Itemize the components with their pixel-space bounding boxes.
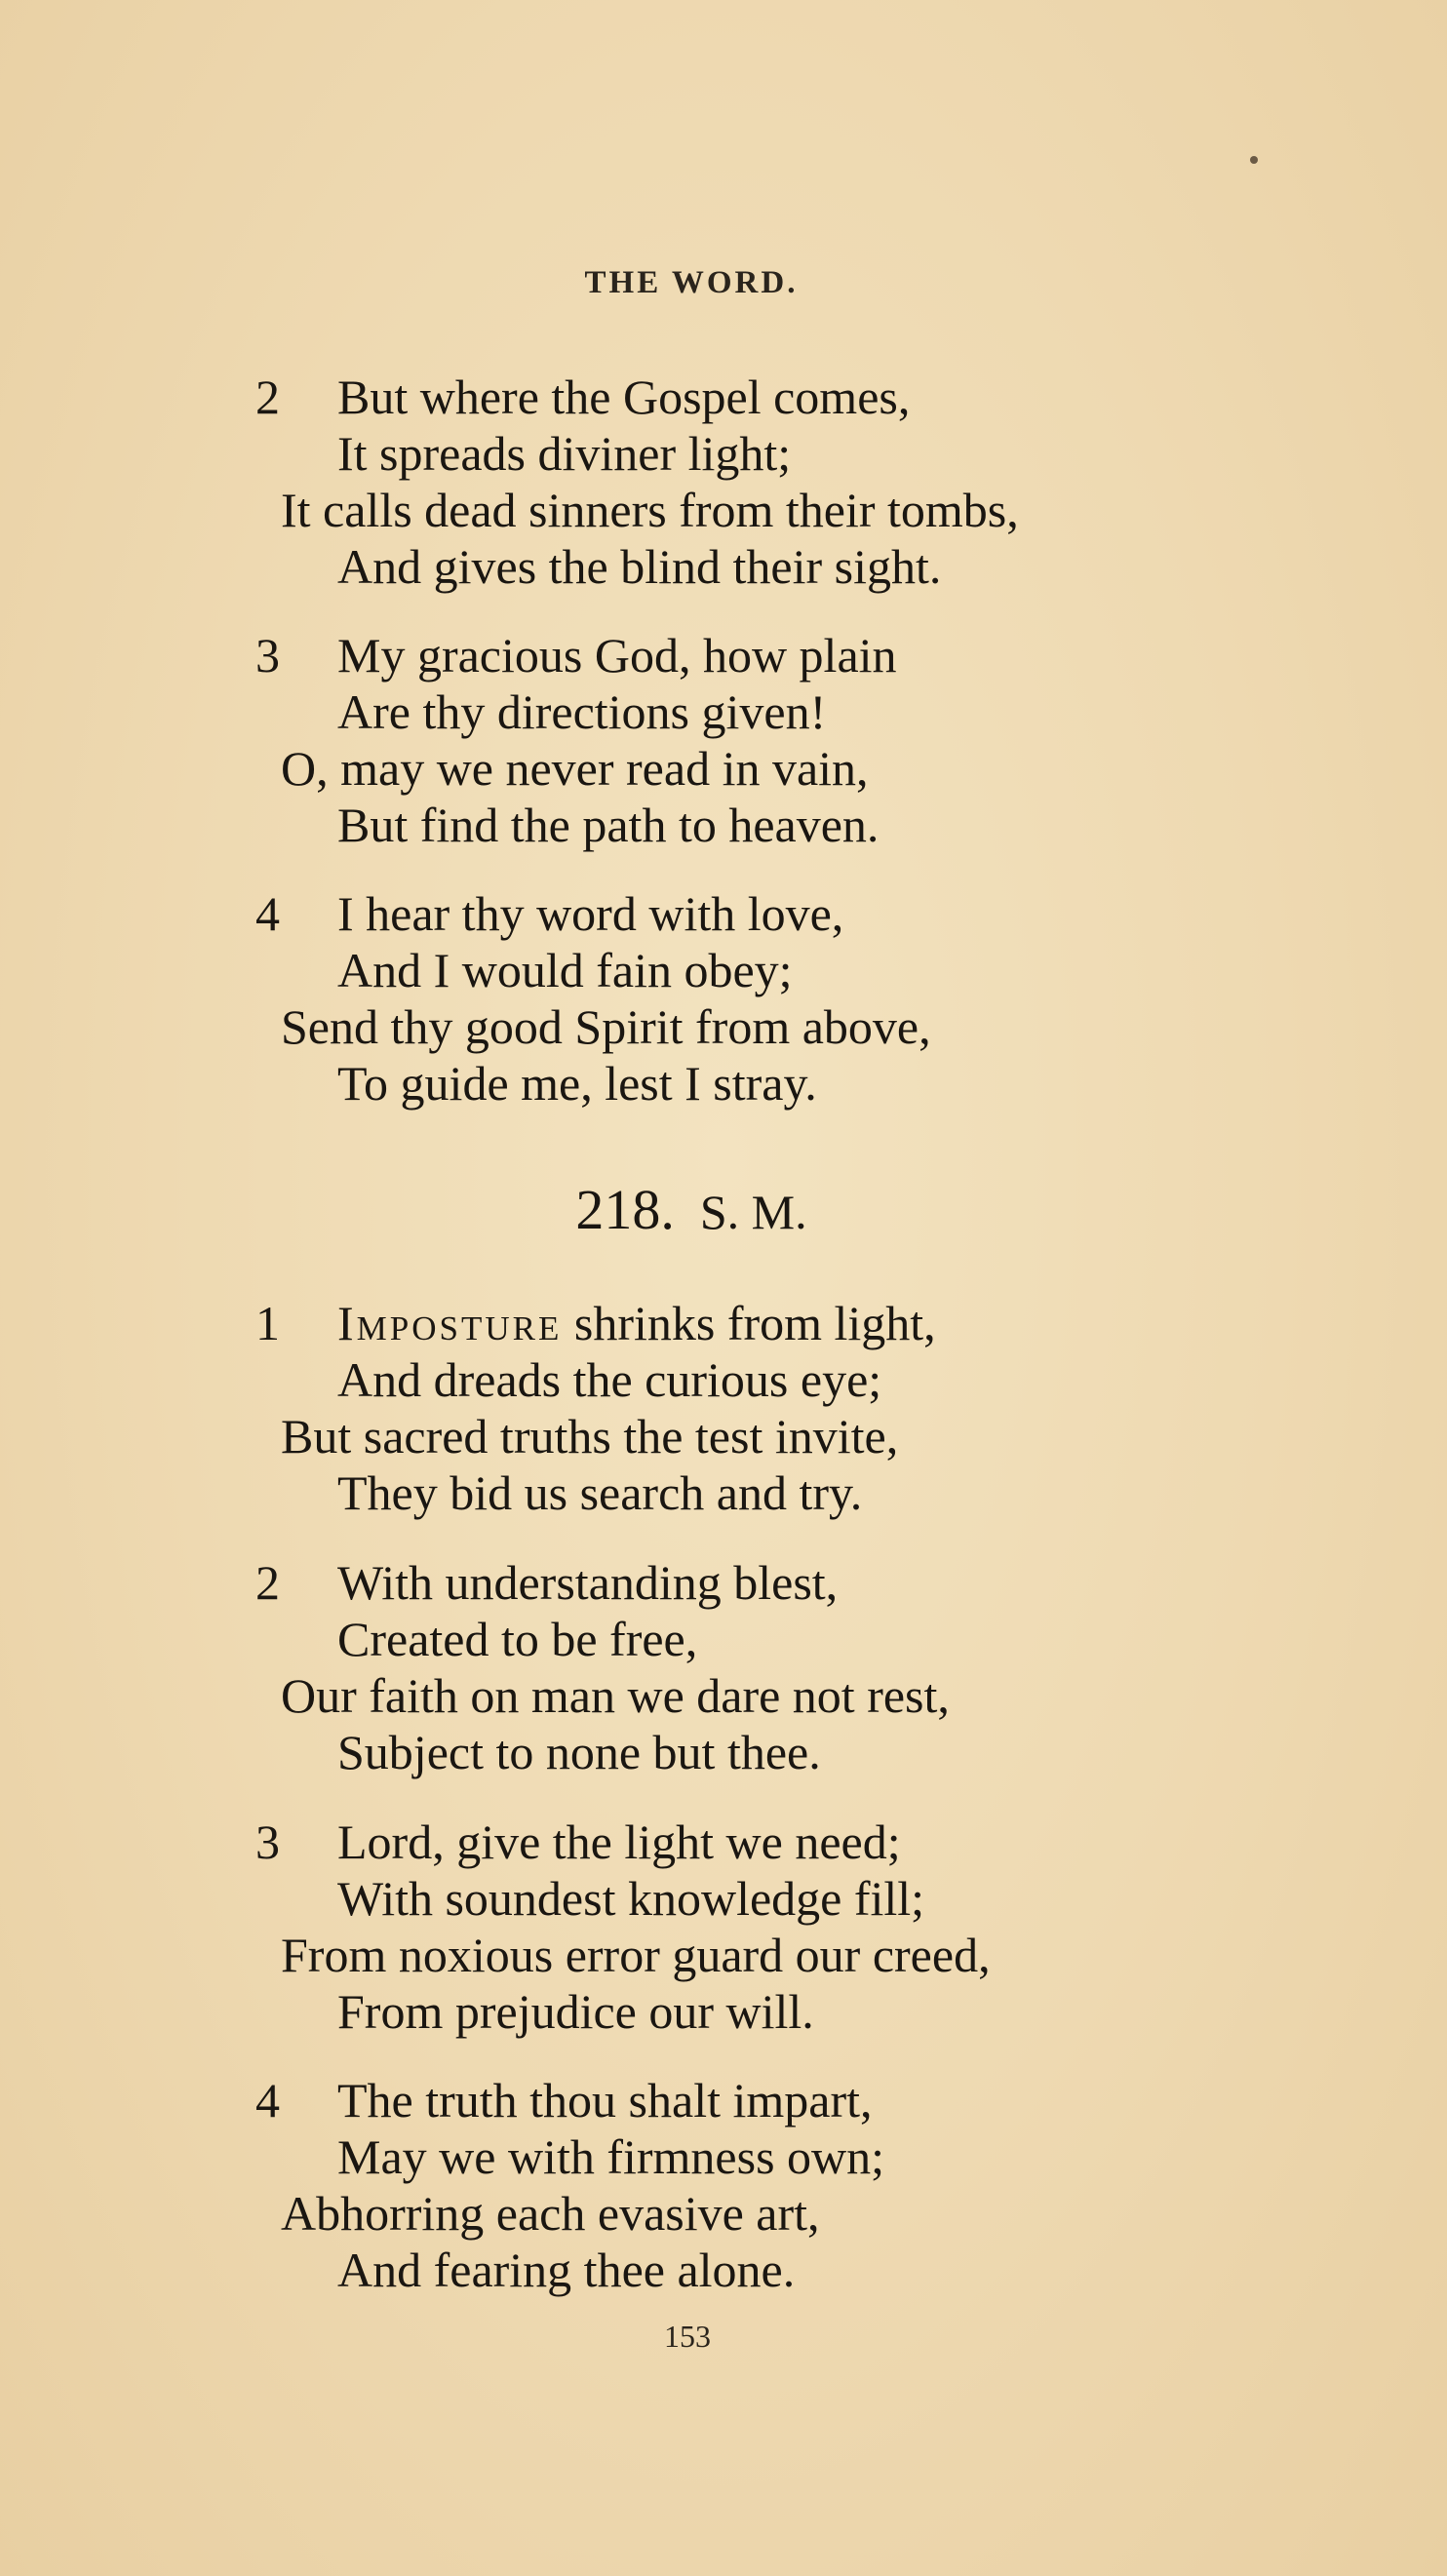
stanza-number: 2	[255, 1555, 280, 1610]
stanza-line: With understanding blest,	[337, 1555, 839, 1610]
stanza-line: Lord, give the light we need;	[337, 1815, 901, 1869]
stanza-line: But where the Gospel comes,	[337, 370, 911, 424]
stanza-line: Abhorring each evasive art,	[281, 2186, 820, 2241]
stanza-line: But find the path to heaven.	[337, 798, 880, 852]
stanza-line: My gracious God, how plain	[337, 628, 897, 683]
page-number: 153	[664, 2319, 711, 2354]
stanza-line: To guide me, lest I stray.	[337, 1056, 817, 1111]
stanza-number: 3	[255, 1815, 280, 1869]
stanza-line: From noxious error guard our creed,	[281, 1928, 991, 1982]
stanza-line: Are thy directions given!	[337, 684, 827, 739]
stanza-line: From prejudice our will.	[337, 1984, 814, 2039]
stanza-number: 2	[255, 370, 280, 424]
stanza-line: But sacred truths the test invite,	[281, 1409, 899, 1464]
stanza-line: And dreads the curious eye;	[337, 1352, 882, 1407]
stanza-line: It spreads diviner light;	[337, 426, 792, 481]
stanza-number: 1	[255, 1296, 280, 1350]
stanza-line: They bid us search and try.	[337, 1465, 863, 1520]
ink-speck	[1250, 156, 1258, 164]
stanza-line: Subject to none but thee.	[337, 1725, 821, 1779]
stanza-line: Send thy good Spirit from above,	[281, 999, 931, 1054]
first-line-rest: shrinks from light,	[562, 1296, 936, 1350]
hymn-heading	[0, 1177, 1383, 1242]
stanza-line: With soundest knowledge fill;	[337, 1871, 925, 1926]
stanza-line: Created to be free,	[337, 1612, 698, 1666]
stanza-line: And I would fain obey;	[337, 943, 793, 997]
stanza-line: The truth thou shalt impart,	[337, 2073, 873, 2127]
stanza-line: Our faith on man we dare not rest,	[281, 1668, 950, 1723]
running-head: THE WORD.	[584, 265, 799, 300]
stanza-line: And gives the blind their sight.	[337, 539, 942, 594]
first-word: Imposture	[337, 1296, 563, 1350]
stanza-number: 4	[255, 2073, 280, 2127]
stanza-line: I hear thy word with love,	[337, 886, 844, 941]
stanza-line-first	[337, 1295, 936, 1351]
hymn-meter: S. M.	[699, 1185, 807, 1239]
stanza-line: And fearing thee alone.	[337, 2243, 796, 2297]
stanza-number: 4	[255, 886, 280, 941]
stanza-line: May we with firmness own;	[337, 2129, 885, 2184]
stanza-line: It calls dead sinners from their tombs,	[281, 483, 1019, 537]
stanza-number: 3	[255, 628, 280, 683]
hymn-number: 218.	[575, 1178, 675, 1241]
stanza-line: O, may we never read in vain,	[281, 741, 869, 796]
